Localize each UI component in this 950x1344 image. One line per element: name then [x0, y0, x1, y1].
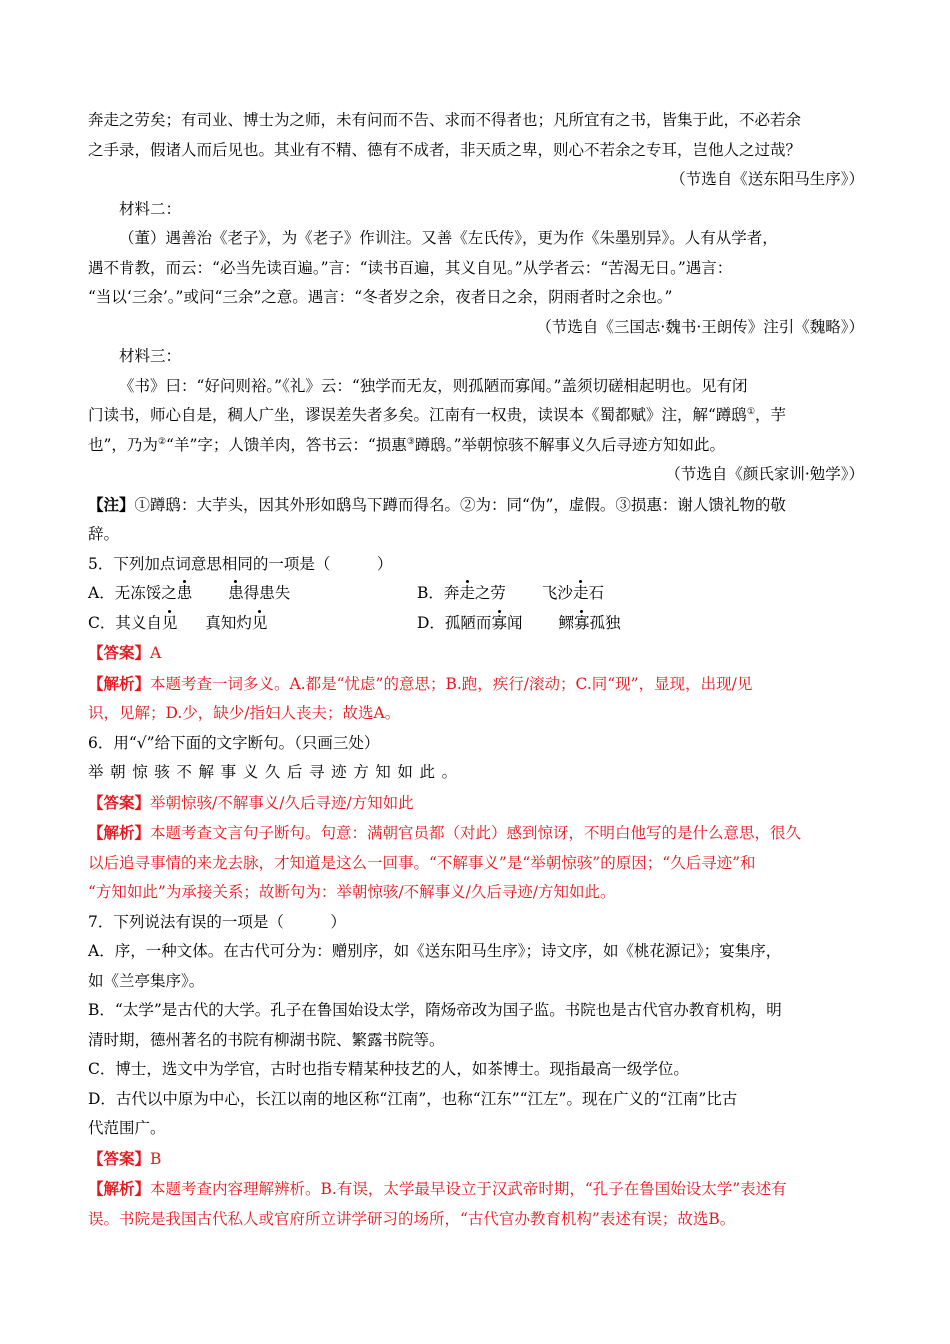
- document-page: [88, 106, 864, 1234]
- answer-text: B: [150, 1149, 162, 1168]
- analysis-label: 【解析】: [88, 673, 151, 693]
- q7-option-b: 清时期，德州著名的书院有柳湖书院、繁露书院等。: [88, 1030, 445, 1049]
- dotted-char: 患: [228, 579, 244, 609]
- dotted-char: 寡: [491, 609, 507, 639]
- q5-analysis: [88, 669, 864, 700]
- q7-option-c: C．博士，选文中为学官，古时也指专精某种技艺的人，如茶博士。现指最高一级学位。: [88, 1060, 689, 1078]
- answer-label: 【答案】: [88, 643, 151, 662]
- material3-line: [88, 431, 864, 461]
- q7-analysis: 误。书院是我国古代私人或官府所立讲学研习的场所，“古代官办教育机构”表述有误；故选B。: [88, 1209, 736, 1228]
- q5-stem: 5．下列加点词意思相同的一项是（ ）: [88, 554, 393, 573]
- dotted-char: 见: [252, 609, 268, 639]
- material1-line: 奔走之劳矣；有司业、博士为之师，未有问而不告、求而不得者也；凡所宜有之书，皆集于此，不必若余: [88, 111, 802, 129]
- note-label: 【注】: [88, 494, 135, 514]
- note-text: ①蹲鸱：大芋头，因其外形如鸱鸟下蹲而得名。②为：同“伪”，虚假。③损惠：谢人馈礼物的敬: [134, 495, 786, 514]
- q5-options-row: [88, 609, 864, 639]
- q5-option-b: [417, 579, 746, 609]
- material3-source: （节选自《颜氏家训·勉学》）: [665, 465, 864, 483]
- note-line: 辞。: [88, 525, 120, 543]
- material2-line: （董）遇善治《老子》，为《老子》作训注。又善《左氏传》，更为作《朱墨别异》。人有从学者，: [119, 229, 778, 247]
- q7-answer: [88, 1144, 864, 1175]
- analysis-text: 本题考查文言句子断句。句意：满朝官员都（对此）感到惊讶，不明白他写的是什么意思，很久: [150, 824, 802, 842]
- q5-analysis: 识，见解；D.少，缺少/指妇人丧夫；故选A。: [88, 704, 401, 722]
- material3-line: [88, 401, 864, 431]
- option-text: 孤独: [589, 613, 621, 632]
- option-text: 之劳: [474, 584, 506, 602]
- q5-option-c: [88, 609, 417, 639]
- analysis-text: 本题考查一词多义。A.都是“忧虑”的意思；B.跑，疾行/滚动；C.同“现”，显现，出现/见: [150, 674, 753, 693]
- material2-line: “当以‘三余’。”或问“三余”之意。遇言：“冬者岁之余，夜者日之余，阴雨者时之余也。”: [88, 288, 673, 306]
- q6-analysis: 以后追寻事情的来龙去脉，才知道是这么一回事。“不解事义”是“举朝惊骇”的原因；“久后寻迹”和: [88, 853, 756, 872]
- material1-line: 之手录，假诸人而后见也。其业有不精、德有不成者，非天质之卑，则心不若余之专耳，岂他人之过哉？: [88, 140, 802, 159]
- option-text: 得患失: [243, 584, 291, 602]
- material3-text: “羊”字；人馈羊肉，答书云：“损惠: [166, 435, 407, 454]
- material3-text: 门读书，师心自是，稠人广坐，谬误差失者多矣。江南有一权贵，读误本《蜀都赋》注，解“蹲鸱: [88, 406, 747, 424]
- q6-answer: [88, 788, 864, 819]
- material2-heading: 材料二：: [119, 199, 182, 218]
- option-text: C．其义自: [88, 613, 162, 632]
- q7-option-a: 如《兰亭集序》。: [88, 971, 205, 990]
- option-text: 闻: [506, 613, 523, 632]
- q7-option-b: B．“太学”是古代的大学。孔子在鲁国始设太学，隋炀帝改为国子监。书院也是古代官办教育机构，明: [88, 1001, 782, 1019]
- answer-label: 【答案】: [88, 1148, 151, 1168]
- option-text: 石: [588, 584, 604, 602]
- analysis-label: 【解析】: [88, 1179, 151, 1198]
- q5-option-d: [417, 609, 746, 639]
- dotted-char: 走: [459, 579, 475, 609]
- material3-heading: 材料三：: [119, 347, 182, 365]
- material1-source: （节选自《送东阳马生序》）: [670, 170, 864, 188]
- material2-source: （节选自《三国志·魏书·王朗传》注引《魏略》）: [536, 317, 864, 336]
- q7-analysis: [88, 1174, 864, 1205]
- q6-analysis: [88, 818, 864, 849]
- q7-stem: 7．下列说法有误的一项是（ ）: [88, 912, 346, 931]
- dotted-char: 患: [177, 579, 193, 609]
- answer-label: 【答案】: [88, 792, 151, 812]
- footnote-marker: ②: [157, 436, 167, 447]
- q7-option-d: D．古代以中原为中心，长江以南的地区称“江南”，也称“江东”“江左”。现在广义的“江南”比古: [88, 1089, 738, 1108]
- option-text: 鳏: [558, 613, 574, 632]
- dotted-char: 走: [573, 579, 589, 609]
- q5-option-a: [88, 579, 417, 609]
- analysis-label: 【解析】: [88, 823, 151, 842]
- answer-text: 举朝惊骇/不解事义/久后寻迹/方知如此: [150, 793, 414, 812]
- option-text: A．无冻馁之: [88, 584, 177, 602]
- q6-analysis: “方知如此”为承接关系；故断句为：举朝惊骇/不解事义/久后寻迹/方知如此。: [88, 883, 616, 901]
- option-text: B．奔: [417, 584, 460, 602]
- q6-stem: 6．用“√”给下面的文字断句。（只画三处）: [88, 733, 380, 752]
- material3-text: 也”，乃为: [88, 435, 158, 454]
- material3-text: ，芋: [755, 406, 787, 424]
- option-text: D．孤陋而: [417, 613, 492, 632]
- q5-options-row: [88, 579, 864, 609]
- material2-line: 遇不肯教，而云：“必当先读百遍。”言：“读书百遍，其义自见。”从学者云：“苦渴无日。”遇言：: [88, 258, 733, 277]
- q6-text: 举朝惊骇不解事义久后寻迹方知如此。: [88, 763, 464, 781]
- note-line: [88, 490, 864, 521]
- option-text: 真知灼: [205, 613, 252, 632]
- q7-option-a: A．序，一种文体。在古代可分为：赠别序，如《送东阳马生序》；诗文序，如《桃花源记》；宴集序，: [88, 942, 782, 960]
- material3-text: 蹲鸱。”举朝惊骇不解事义久后寻迹方知如此。: [414, 435, 726, 454]
- q7-option-d: 代范围广。: [88, 1119, 166, 1137]
- dotted-char: 寡: [574, 609, 590, 639]
- dotted-char: 见: [162, 609, 178, 639]
- footnote-marker: ③: [406, 436, 415, 447]
- option-text: 飞沙: [541, 584, 573, 602]
- material3-line: 《书》曰：“好问则裕。”《礼》云：“独学而无友，则孤陋而寡闻。”盖须切磋相起明也。见有闭: [119, 376, 748, 395]
- analysis-text: 本题考查内容理解辨析。B.有误，太学最早设立于汉武帝时期，“孔子在鲁国始设太学”表述有: [150, 1180, 787, 1198]
- answer-text: A: [150, 644, 162, 662]
- footnote-marker: ①: [746, 406, 756, 417]
- q5-answer: [88, 638, 864, 669]
